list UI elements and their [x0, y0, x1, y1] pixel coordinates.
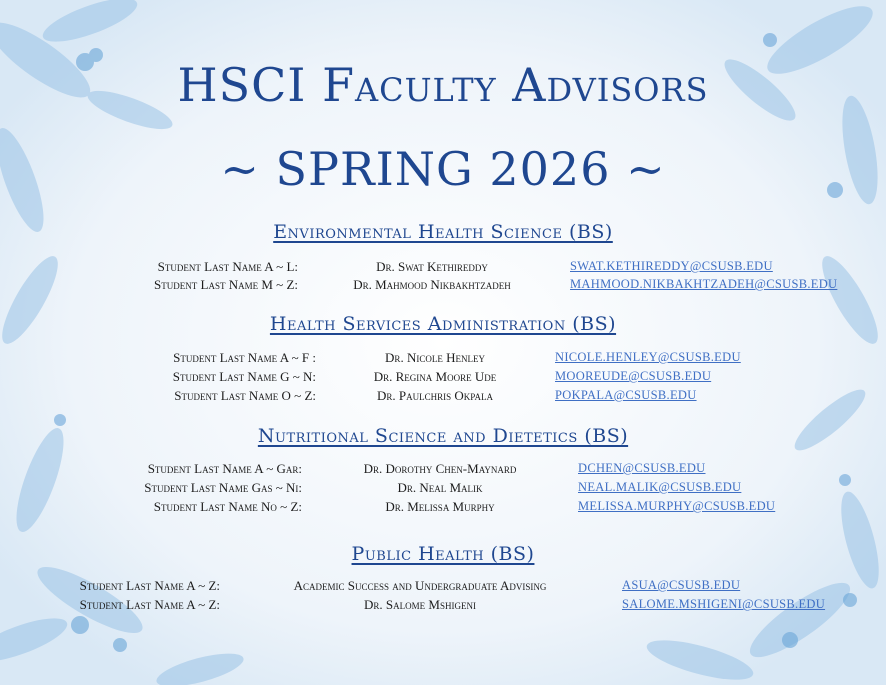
page-title: HSCI Faculty Advisors [177, 58, 709, 112]
student-range-label: Student Last Name A ~ F : [173, 350, 316, 365]
advisor-email-link[interactable]: DCHEN@CSUSB.EDU [578, 461, 706, 475]
advisor-row [0, 499, 886, 519]
advisor-name: Dr. Nicole Henley [385, 350, 485, 365]
advisor-row [0, 597, 886, 617]
advisor-email-link[interactable]: MOOREUDE@CSUSB.EDU [555, 369, 712, 383]
advisor-name: Dr. Paulchris Okpala [377, 388, 493, 403]
student-range-label: Student Last Name O ~ Z: [174, 388, 316, 403]
student-range-label: Student Last Name M ~ Z: [154, 277, 298, 292]
advisor-email-link[interactable]: ASUA@CSUSB.EDU [622, 578, 741, 592]
advisor-name: Dr. Regina Moore Ude [373, 369, 497, 384]
student-range-label: Student Last Name G ~ N: [172, 369, 316, 384]
section-heading-public-health: Public Health (BS) [351, 543, 535, 565]
advisor-name: Dr. Swat Kethireddy [376, 259, 488, 274]
advisor-row [0, 369, 886, 389]
advisor-email-link[interactable]: MELISSA.MURPHY@CSUSB.EDU [578, 499, 776, 513]
advisor-email-link[interactable]: NICOLE.HENLEY@CSUSB.EDU [555, 350, 741, 364]
advisor-email-link[interactable]: SALOME.MSHIGENI@CSUSB.EDU [622, 597, 826, 611]
advisor-name: Dr. Salome Mshigeni [364, 597, 476, 612]
advisor-row [0, 259, 886, 279]
advisor-email-link[interactable]: MAHMOOD.NIKBAKHTZADEH@CSUSB.EDU [570, 277, 838, 291]
section-heading-nutritional-science: Nutritional Science and Dietetics (BS) [257, 425, 629, 447]
advisor-row [0, 350, 886, 370]
advisor-row [0, 461, 886, 481]
section-heading-environmental-health: Environmental Health Science (BS) [273, 221, 613, 243]
advisor-email-link[interactable]: POKPALA@CSUSB.EDU [555, 388, 697, 402]
page-subtitle: ~ SPRING 2026 ~ [220, 142, 666, 196]
student-range-label: Student Last Name A ~ Z: [79, 578, 220, 593]
student-range-label: Student Last Name A ~ L: [157, 259, 298, 274]
student-range-label: Student Last Name Gas ~ Ni: [144, 480, 302, 495]
student-range-label: Student Last Name A ~ Z: [79, 597, 220, 612]
advisor-row [0, 578, 886, 598]
student-range-label: Student Last Name A ~ Gar: [147, 461, 302, 476]
advisor-email-link[interactable]: SWAT.KETHIREDDY@CSUSB.EDU [570, 259, 773, 273]
advisor-name: Dr. Mahmood Nikbakhtzadeh [353, 277, 511, 292]
advisor-row [0, 388, 886, 408]
advisor-name: Academic Success and Undergraduate Advising [293, 578, 547, 593]
advisor-email-link[interactable]: NEAL.MALIK@CSUSB.EDU [578, 480, 742, 494]
section-heading-health-services: Health Services Administration (BS) [269, 313, 617, 335]
student-range-label: Student Last Name No ~ Z: [153, 499, 302, 514]
advisor-name: Dr. Melissa Murphy [385, 499, 495, 514]
advisor-row [0, 480, 886, 500]
advisor-name: Dr. Dorothy Chen-Maynard [363, 461, 517, 476]
advisor-name: Dr. Neal Malik [397, 480, 483, 495]
advisor-row [0, 277, 886, 297]
